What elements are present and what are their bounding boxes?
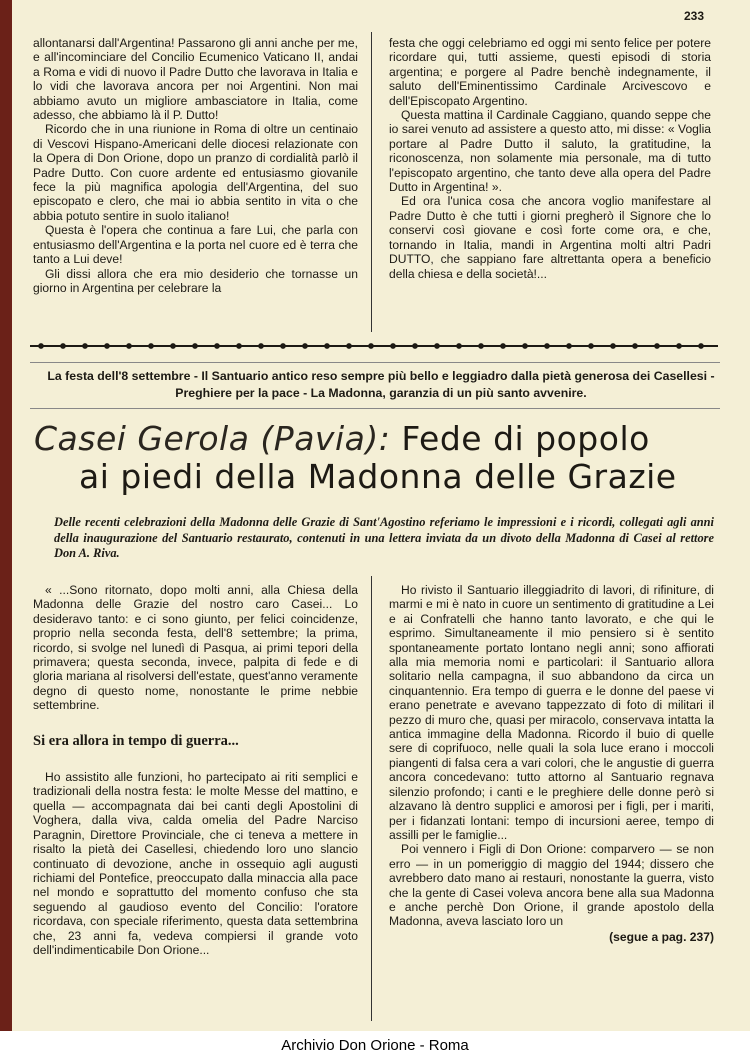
paragraph: allontanarsi dall'Argentina! Passarono gli anni anche per me, e all'incominciare del Concilio Ecumenico Vaticano II, andai a Roma e vidi di nuovo il Padre Dutto che lavorava in Italia e lo vidi che lavorava ancora per noi Argentini. Non mai abbiamo avuto un migliore ambasciatore in Italia, come adesso, che abbiamo là il P. Dutto! [33,36,359,123]
top-right-column [389,36,711,281]
paragraph: Ho assistito alle funzioni, ho partecipato ai riti semplici e tradizionali della nostra festa: le molte Messe del mattino, e quella — accompagnata dai bei canti degli Apostolini di Voghera, dalla viva, calda omelia del Padre Narciso Paragnin, Direttore Provinciale, che ci teneva a mettere in risalto la pietà dei Casellesi, chiedendo loro uno slancio continuato di devozione, anche in ossequio agli augusti richiami del Pontefice, preoccupato dalla minaccia alla pace nel mondo e soprattutto del momento confuso che sta seguendo al gaudioso evento del Concilio: l'oratore ricordava, con speciale riferimento, questa data settembrina che, 23 anni fa, vedeva compiersi il grande voto dell'indimenticabile Don Orione... [33,770,358,957]
paragraph: Questa è l'opera che continua a fare Lui, che parla con entusiasmo dell'Argentina e la porta nel cuore ed è terra che tanto a Lui deve! [33,223,358,267]
headline-line1: Fede di popolo [401,419,650,458]
paragraph: festa che oggi celebriamo ed oggi mi sento felice per potere ricordare qui, tutti assieme, questi episodi di storia argentina; e porgere al Padre benchè indegnamente, il saluto dell'Eminentissimo Cardinale Arcivescovo e dell'Episcopato Argentino. [389,36,711,108]
bottom-right-column [389,583,714,944]
ornamental-divider-dots [30,341,718,351]
column-divider [371,32,372,332]
paragraph: Ed ora l'unica cosa che ancora voglio manifestare al Padre Dutto è che tutti i giorni pregherò il Signore che lo conservi così giovane e così forte come ora, e che, tornando in Italia, mandi in Argentina molti altri Padri DUTTO, che sappiano fare altrettanta opera a beneficio della chiesa e della società!... [389,194,711,281]
page-number: 233 [683,9,704,23]
paragraph: Gli dissi allora che era mio desiderio che tornasse un giorno in Argentina per celebrare la [33,266,358,295]
headline-place: Casei Gerola (Pavia): [34,419,391,458]
bottom-left-column [33,583,358,957]
rule [30,408,720,409]
paragraph: « ...Sono ritornato, dopo molti anni, alla Chiesa della Madonna delle Grazie del nostro caro Casei... Lo desideravo tanto: e ci sono giunto, per felici coincidenze, proprio nella seconda festa, dell'8 settembre; la prima, ricordo, si svolge nel lunedì di Pasqua, ai primi tepori della primavera; questa seconda, invece, palpita di fede e di gloria mariana al risolversi dell'estate, quest'anno veramente degno di questo nome, nonostante le prime nebbie settembrine. [33,583,358,713]
page-edge-bar [0,0,12,1060]
continued-note: (segue a pag. 237) [609,929,714,944]
headline-line2: ai piedi della Madonna delle Grazie [79,457,677,496]
paragraph: Questa mattina il Cardinale Caggiano, quando seppe che io sarei venuto ad assistere a questo atto, mi disse: « Voglia portare al Padre Dutto il saluto, la gratitudine, la riconoscenza, non solamente mia personale, ma di tutto l'episcopato argentino, che tanto deve alla opera del Padre Dutto in Argentina! ». [389,108,711,195]
section-heading: Si era allora in tempo di guerra... [33,732,239,749]
article-lead: Delle recenti celebrazioni della Madonna delle Grazie di Sant'Agostino referiamo le impressioni e i ricordi, collegati agli anni della inaugurazione del Santuario restaurato, contenuti in una lettera inviata da un divoto della Madonna di Casei al rettore Don A. Riva. [54,515,714,560]
archive-footer: Archivio Don Orione - Roma [0,1031,750,1060]
paragraph: Ricordo che in una riunione in Roma di oltre un centinaio di Vescovi Hispano-Americani delle diocesi relazionate con la Opera di Don Orione, dopo un pranzo di cordialità parlò il Padre Dutto. Con cuore ardente ed entusiasmo giovanile fece la più magnifica apologia dell'Argentina, del suo episcopato e clero, che mai io abbia sentito in vita o che abbia potuto sentire in suolo italiano! [33,122,358,223]
column-divider [371,576,372,1021]
article-subheading: La festa dell'8 settembre - Il Santuario antico reso sempre più bello e leggiadro dalla pietà generosa dei Casellesi - Preghiere per la pace - La Madonna, garanzia di un più santo avvenire. [47,369,715,400]
paragraph: Poi vennero i Figli di Don Orione: comparvero — se non erro — in un pomeriggio di maggio del 1944; dissero che avrebbero dato mano ai restauri, nonostante la guerra, visto che la gente di Casei voleva ancora bene alla sua Madonna e anche perchè Don Orione, il grande apostolo della Madonna, aveva lasciato loro un [389,842,714,929]
top-left-column [33,36,358,295]
article-headline [34,420,724,496]
rule [30,362,720,363]
paragraph: Ho rivisto il Santuario illeggiadrito di lavori, di rifiniture, di marmi e mi è nato in cuore un sentimento di gratitudine a Lei e ai Confratelli che hanno tanto lavorato, e che qui le esprimo. Simultaneamente il mio pensiero si è sentito spontaneamente portato lontano negli anni; sono affiorati alla mia memoria nomi e particolari: il Santuario allora solitario nella campagna, il suo abbandono da circa un cinquantennio. Era tempo di guerra e le donne del paese vi erano penetrate e avevano tappezzato di foto di militari il pezzo di muro che, quasi per miracolo, conservava intatta la antica immagine della Madonna. Ricordo il buio di quelle sere di coprifuoco, nelle quali la sola luce erano i moccoli piangenti di falsa cera a vari colori, che le angustie di guerra ancora concedevano: tutto attorno al Santuario regnava silenzio profondo; i canti e le preghiere delle donne però si alzavano là dentro supplici e amorosi per i figli, per i mariti, per i fidanzati lontani: tempo di incursioni aeree, tempo di assilli per le famiglie... [389,583,714,842]
